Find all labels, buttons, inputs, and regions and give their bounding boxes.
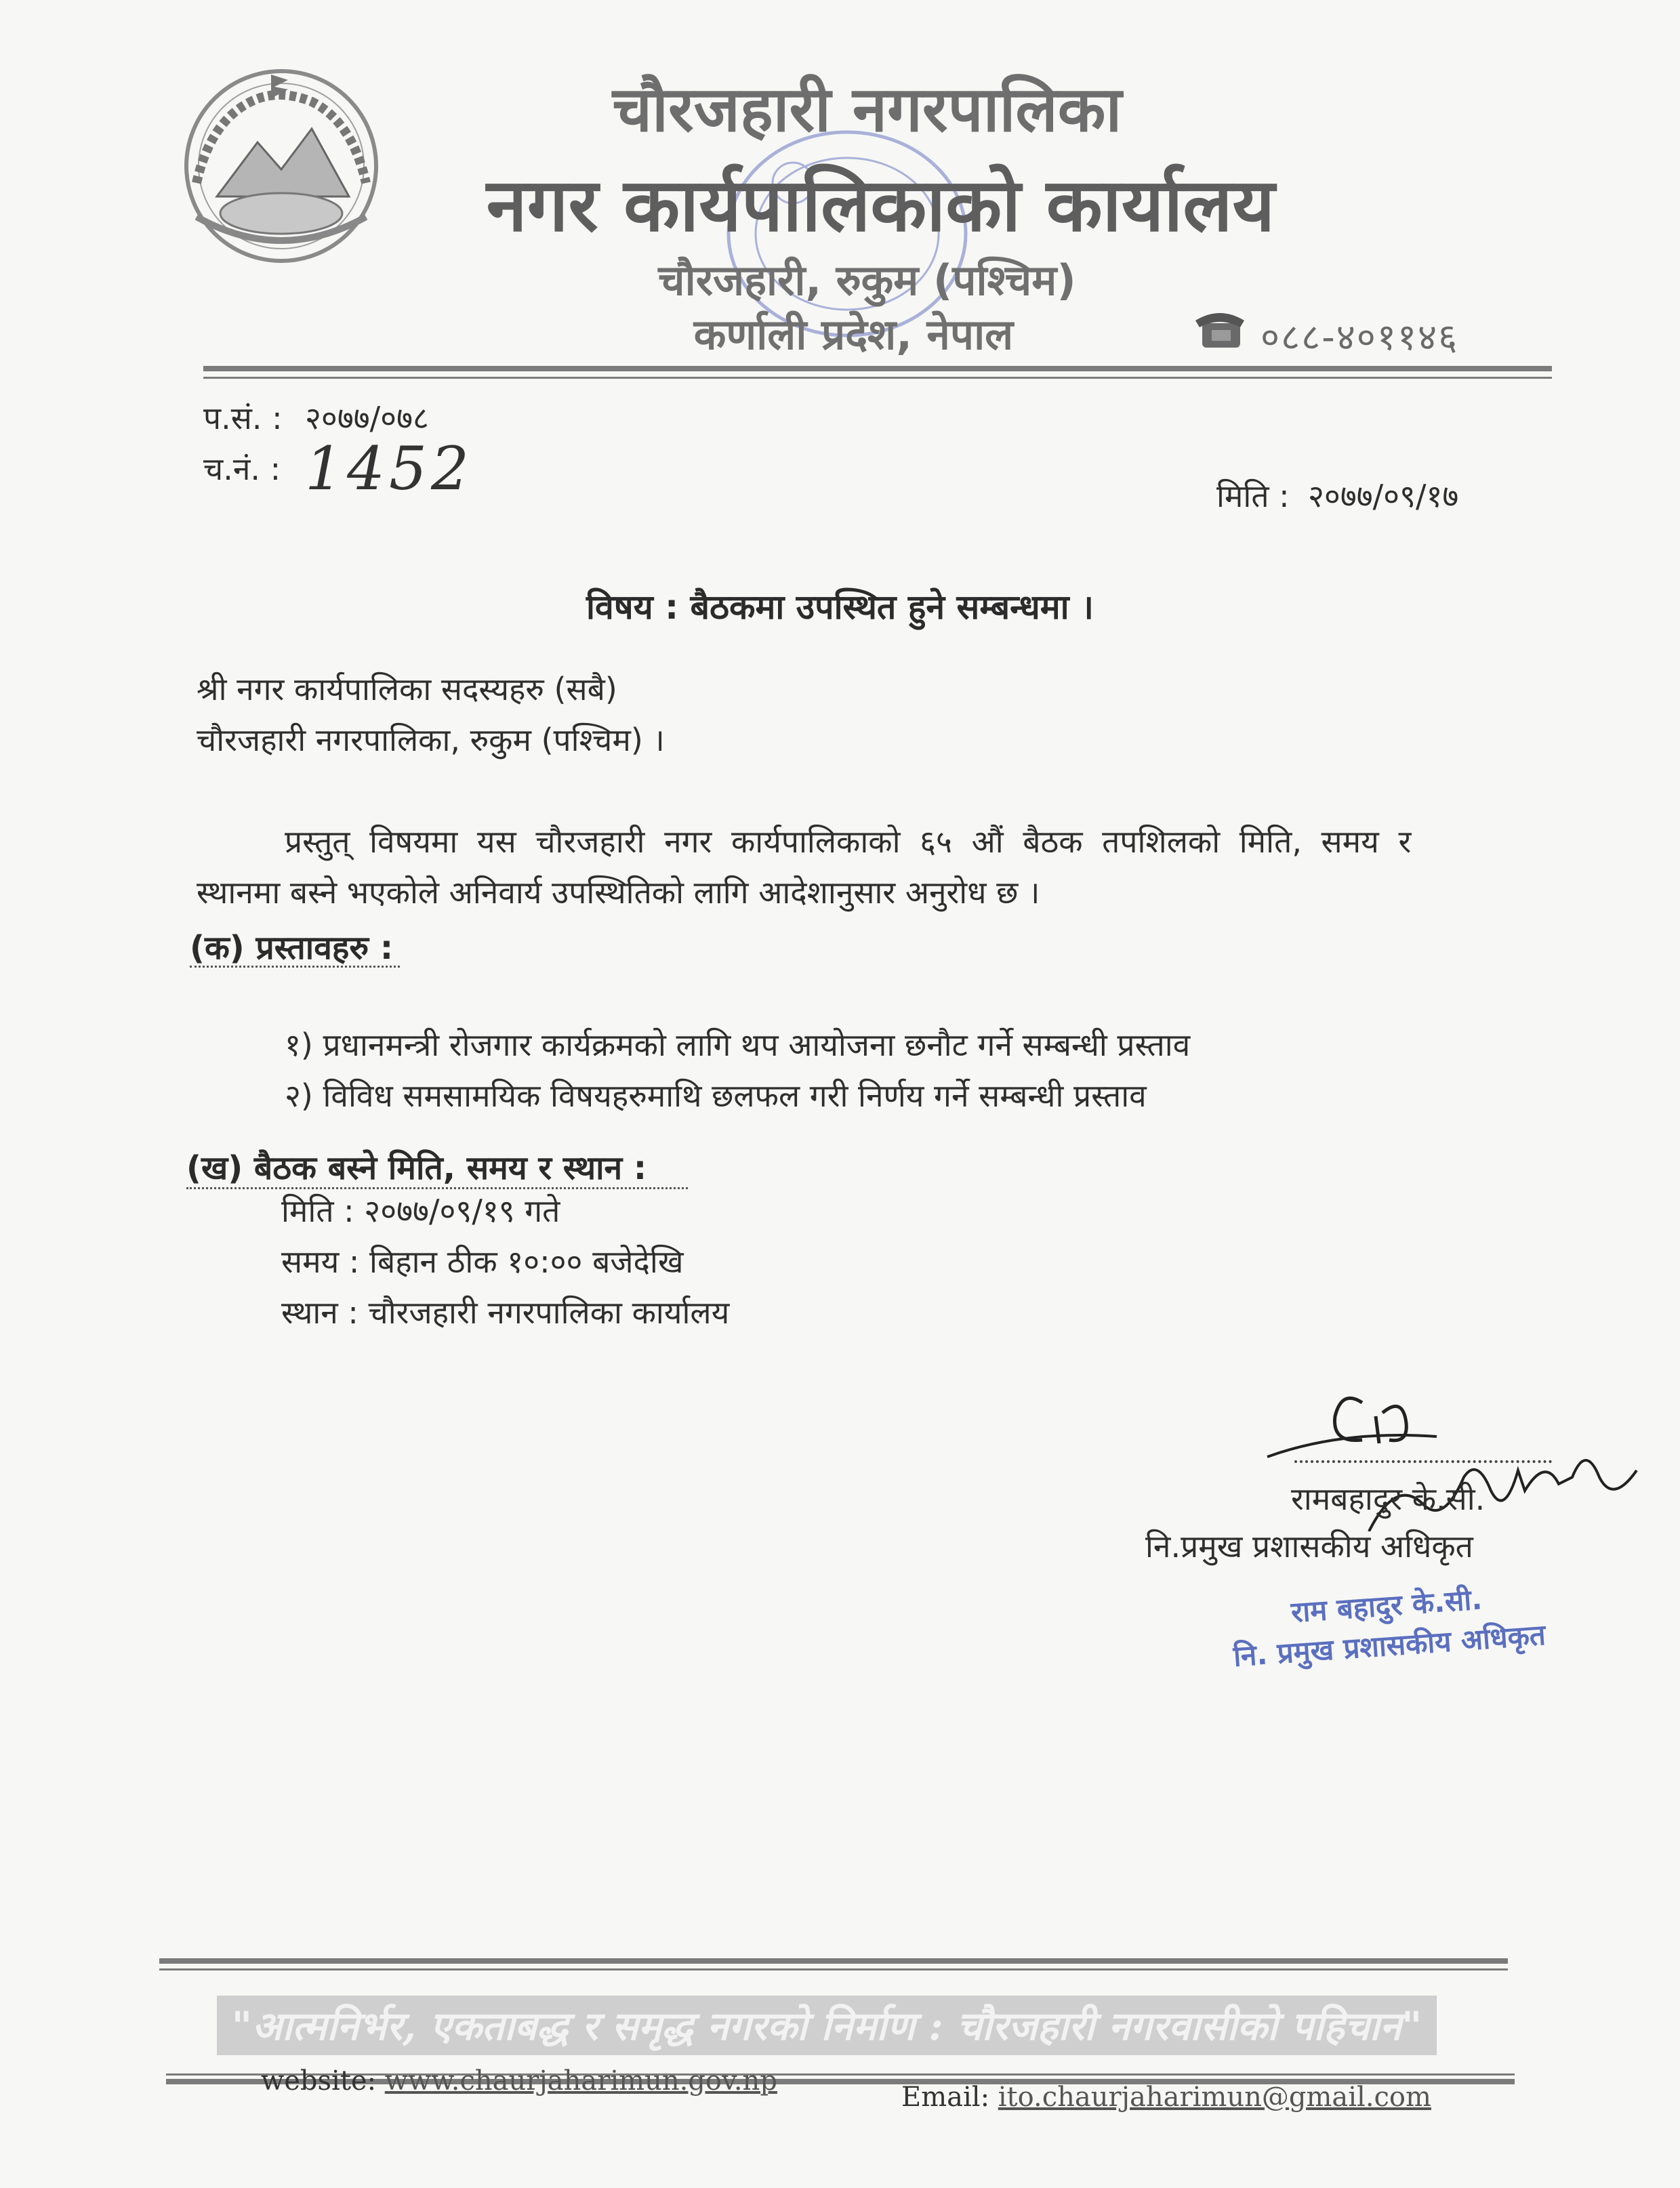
meeting-time: समय : बिहान ठीक १०:०० बजेदेखि [281,1243,684,1280]
addressee-line-2: चौरजहारी नगरपालिका, रुकुम (पश्चिम) । [197,722,665,758]
municipality-name: चौरजहारी नगरपालिका [612,73,1122,146]
email-contact [901,2082,1431,2113]
signature-line [1294,1460,1552,1463]
body-paragraph-line-1: प्रस्तुत् विषयमा यस चौरजहारी नगर कार्यपालिकाको ६५ औं बैठक तपशिलको मिति, समय र [285,823,1412,860]
stamp-title: नि. प्रमुख प्रशासकीय अधिकृत [1232,1617,1547,1673]
header-rule [203,366,1552,371]
reference-ps-value: २०७७/०७८ [305,400,429,436]
reference-ps-label: प.सं. : [203,400,283,436]
website-contact [261,2065,777,2097]
header-rule-thin [203,377,1552,379]
footer-rule [159,1958,1508,1964]
letter-subject: विषय : बैठकमा उपस्थित हुने सम्बन्धमा । [586,587,1094,627]
addressee-line-1: श्री नगर कार्यपालिका सदस्यहरु (सबै) [197,671,617,707]
body-paragraph-line-2: स्थानमा बस्ने भएकोले अनिवार्य उपस्थितिको लागि आदेशानुसार अनुरोध छ । [197,874,1040,911]
footer-rule-thin [159,1968,1508,1970]
meeting-place: स्थान : चौरजहारी नगरपालिका कार्यालय [281,1294,730,1331]
website-label: website: [261,2065,377,2097]
section-ka-heading: (क) प्रस्तावहरु : [190,929,394,967]
footer-motto: "आत्मनिर्भर, एकताबद्ध र समृद्ध नगरको निर्माण : चौरजहारी नगरवासीको पहिचान" [231,2003,1422,2049]
letter-date-label: मिति : [1216,478,1290,514]
reference-chn-label: च.नं. : [203,451,281,487]
section-kha-heading: (ख) बैठक बस्ने मिति, समय र स्थान : [186,1149,647,1187]
telephone-icon [1193,308,1247,352]
signatory-title: नि.प्रमुख प्रशासकीय अधिकृत [1145,1528,1473,1565]
office-name: नगर कार्यपालिकाको कार्यालय [486,163,1275,248]
proposal-item-1: १) प्रधानमन्त्री रोजगार कार्यक्रमको लागि थप आयोजना छनौट गर्ने सम्बन्धी प्रस्ताव [285,1027,1191,1063]
website-link[interactable]: www.chaurjaharimun.gov.np [384,2065,777,2097]
email-label: Email: [901,2082,990,2113]
address-line-2: कर्णाली प्रदेश, नेपाल [693,310,1014,359]
section-ka-underline [190,966,400,968]
address-line-1: चौरजहारी, रुकुम (पश्चिम) [658,255,1076,305]
signatory-name: रामबहादुर के.सी. [1291,1481,1486,1517]
phone-number: ०८८-४०११४६ [1261,316,1459,358]
meeting-date: मिति : २०७७/०९/१९ गते [281,1193,560,1229]
email-link[interactable]: ito.chaurjaharimun@gmail.com [998,2082,1431,2113]
reference-chn-value: 1452 [305,434,473,503]
stamp-name: राम बहादुर के.सी. [1290,1582,1483,1629]
proposal-item-2: २) विविध समसामयिक विषयहरुमाथि छलफल गरी निर्णय गर्ने सम्बन्धी प्रस्ताव [285,1077,1147,1114]
letter-date-value: २०७७/०९/१७ [1308,478,1459,514]
